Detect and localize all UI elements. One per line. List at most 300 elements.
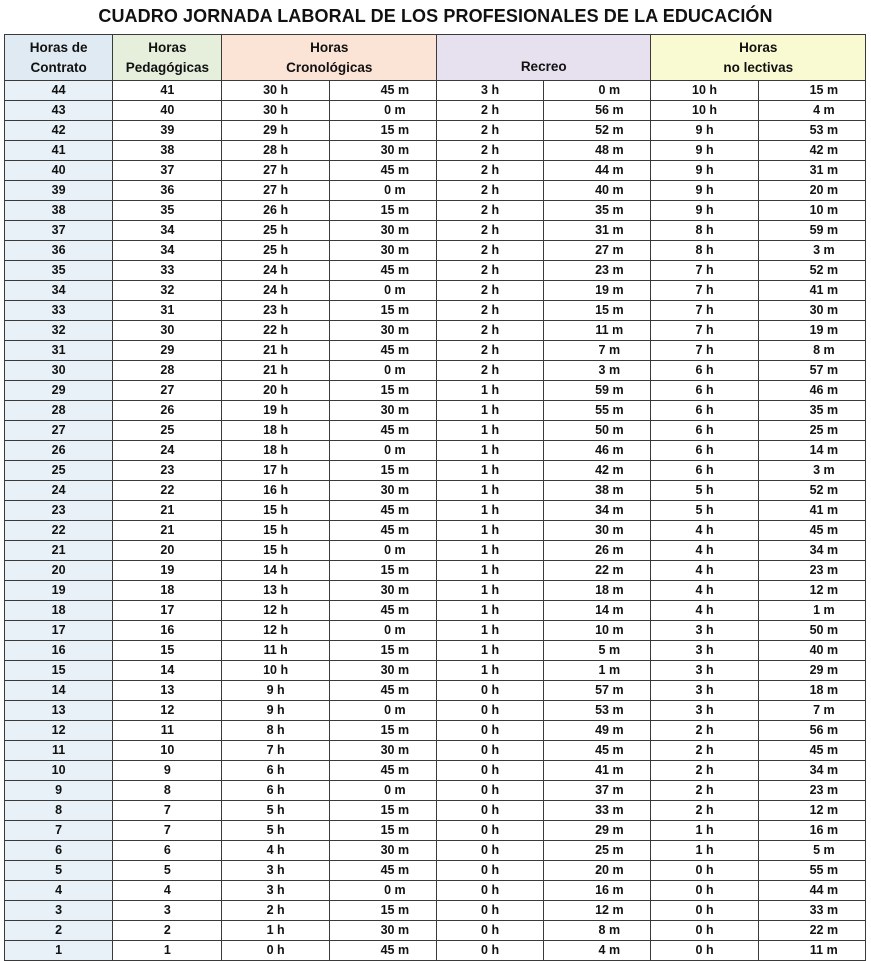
- cell-no-lectivas-minutos: 40 m: [758, 641, 865, 661]
- cell-horas-contrato: 21: [5, 541, 113, 561]
- cell-crono-minutos: 45 m: [329, 521, 436, 541]
- cell-recreo-horas: 1 h: [436, 421, 543, 441]
- cell-recreo-minutos: 25 m: [544, 841, 651, 861]
- header-horas-pedagogicas: [113, 35, 222, 81]
- cell-horas-contrato: 14: [5, 681, 113, 701]
- cell-horas-contrato: 12: [5, 721, 113, 741]
- cell-horas-pedagogicas: 26: [113, 401, 222, 421]
- cell-crono-horas: 8 h: [222, 721, 329, 741]
- cell-no-lectivas-horas: 2 h: [651, 741, 758, 761]
- cell-crono-horas: 30 h: [222, 81, 329, 101]
- cell-recreo-horas: 2 h: [436, 201, 543, 221]
- cell-recreo-horas: 1 h: [436, 401, 543, 421]
- cell-crono-minutos: 45 m: [329, 81, 436, 101]
- table-row: [5, 921, 866, 941]
- cell-horas-contrato: 20: [5, 561, 113, 581]
- cell-recreo-minutos: 44 m: [544, 161, 651, 181]
- table-row: [5, 221, 866, 241]
- cell-no-lectivas-minutos: 35 m: [758, 401, 865, 421]
- cell-horas-contrato: 4: [5, 881, 113, 901]
- cell-crono-horas: 26 h: [222, 201, 329, 221]
- table-row: [5, 541, 866, 561]
- cell-recreo-horas: 1 h: [436, 441, 543, 461]
- cell-no-lectivas-minutos: 15 m: [758, 81, 865, 101]
- cell-horas-contrato: 5: [5, 861, 113, 881]
- cell-crono-horas: 5 h: [222, 821, 329, 841]
- cell-recreo-minutos: 10 m: [544, 621, 651, 641]
- cell-horas-contrato: 2: [5, 921, 113, 941]
- cell-no-lectivas-horas: 0 h: [651, 901, 758, 921]
- cell-recreo-minutos: 1 m: [544, 661, 651, 681]
- cell-crono-minutos: 0 m: [329, 281, 436, 301]
- cell-recreo-horas: 1 h: [436, 521, 543, 541]
- cell-no-lectivas-minutos: 31 m: [758, 161, 865, 181]
- header-horas-no-lectivas: [651, 35, 866, 81]
- cell-crono-horas: 19 h: [222, 401, 329, 421]
- cell-crono-minutos: 30 m: [329, 661, 436, 681]
- cell-recreo-horas: 2 h: [436, 341, 543, 361]
- cell-horas-pedagogicas: 2: [113, 921, 222, 941]
- cell-horas-contrato: 22: [5, 521, 113, 541]
- cell-recreo-horas: 1 h: [436, 501, 543, 521]
- table-row: [5, 421, 866, 441]
- table-row: [5, 881, 866, 901]
- cell-horas-contrato: 9: [5, 781, 113, 801]
- cell-crono-minutos: 45 m: [329, 261, 436, 281]
- cell-crono-minutos: 0 m: [329, 441, 436, 461]
- cell-recreo-minutos: 12 m: [544, 901, 651, 921]
- cell-recreo-minutos: 50 m: [544, 421, 651, 441]
- table-row: [5, 601, 866, 621]
- cell-recreo-horas: 2 h: [436, 121, 543, 141]
- cell-recreo-horas: 0 h: [436, 841, 543, 861]
- table-row: [5, 581, 866, 601]
- cell-horas-contrato: 6: [5, 841, 113, 861]
- cell-no-lectivas-horas: 2 h: [651, 721, 758, 741]
- table-row: [5, 121, 866, 141]
- cell-recreo-minutos: 59 m: [544, 381, 651, 401]
- table-row: [5, 901, 866, 921]
- cell-crono-horas: 1 h: [222, 921, 329, 941]
- cell-horas-contrato: 13: [5, 701, 113, 721]
- cell-no-lectivas-minutos: 10 m: [758, 201, 865, 221]
- cell-horas-contrato: 35: [5, 261, 113, 281]
- table-header: [5, 35, 866, 81]
- table-row: [5, 681, 866, 701]
- cell-no-lectivas-horas: 0 h: [651, 921, 758, 941]
- cell-no-lectivas-minutos: 1 m: [758, 601, 865, 621]
- cell-recreo-horas: 1 h: [436, 661, 543, 681]
- table-row: [5, 161, 866, 181]
- table-row: [5, 401, 866, 421]
- cell-crono-minutos: 30 m: [329, 481, 436, 501]
- cell-horas-pedagogicas: 6: [113, 841, 222, 861]
- cell-no-lectivas-horas: 4 h: [651, 541, 758, 561]
- cell-no-lectivas-minutos: 33 m: [758, 901, 865, 921]
- cell-crono-horas: 15 h: [222, 501, 329, 521]
- table-row: [5, 101, 866, 121]
- cell-no-lectivas-horas: 9 h: [651, 181, 758, 201]
- header-label: Contrato: [30, 59, 87, 75]
- page-title: CUADRO JORNADA LABORAL DE LOS PROFESIONALES DE LA EDUCACIÓN: [98, 6, 773, 26]
- cell-no-lectivas-horas: 7 h: [651, 281, 758, 301]
- cell-no-lectivas-horas: 3 h: [651, 661, 758, 681]
- cell-no-lectivas-horas: 3 h: [651, 681, 758, 701]
- cell-no-lectivas-horas: 10 h: [651, 81, 758, 101]
- cell-crono-minutos: 0 m: [329, 781, 436, 801]
- cell-crono-horas: 27 h: [222, 161, 329, 181]
- cell-no-lectivas-horas: 6 h: [651, 361, 758, 381]
- cell-crono-horas: 18 h: [222, 421, 329, 441]
- cell-horas-pedagogicas: 25: [113, 421, 222, 441]
- cell-crono-minutos: 30 m: [329, 741, 436, 761]
- cell-crono-horas: 30 h: [222, 101, 329, 121]
- table-row: [5, 361, 866, 381]
- cell-horas-pedagogicas: 33: [113, 261, 222, 281]
- cell-horas-pedagogicas: 10: [113, 741, 222, 761]
- cell-horas-pedagogicas: 24: [113, 441, 222, 461]
- cell-horas-pedagogicas: 37: [113, 161, 222, 181]
- cell-recreo-minutos: 20 m: [544, 861, 651, 881]
- cell-no-lectivas-horas: 7 h: [651, 341, 758, 361]
- cell-no-lectivas-horas: 1 h: [651, 821, 758, 841]
- table-row: [5, 341, 866, 361]
- cell-crono-minutos: 15 m: [329, 901, 436, 921]
- header-label: Horas: [310, 39, 349, 55]
- table-row: [5, 781, 866, 801]
- cell-no-lectivas-minutos: 53 m: [758, 121, 865, 141]
- table-row: [5, 761, 866, 781]
- cell-no-lectivas-minutos: 18 m: [758, 681, 865, 701]
- cell-recreo-minutos: 15 m: [544, 301, 651, 321]
- cell-recreo-horas: 1 h: [436, 481, 543, 501]
- cell-no-lectivas-minutos: 56 m: [758, 721, 865, 741]
- cell-recreo-horas: 1 h: [436, 641, 543, 661]
- cell-crono-horas: 12 h: [222, 621, 329, 641]
- cell-crono-minutos: 30 m: [329, 221, 436, 241]
- cell-crono-minutos: 45 m: [329, 941, 436, 961]
- cell-crono-minutos: 30 m: [329, 921, 436, 941]
- table-row: [5, 461, 866, 481]
- table-row: [5, 841, 866, 861]
- cell-recreo-minutos: 53 m: [544, 701, 651, 721]
- cell-no-lectivas-horas: 2 h: [651, 801, 758, 821]
- cell-no-lectivas-minutos: 7 m: [758, 701, 865, 721]
- table-row: [5, 201, 866, 221]
- cell-horas-contrato: 18: [5, 601, 113, 621]
- cell-horas-pedagogicas: 8: [113, 781, 222, 801]
- cell-crono-minutos: 45 m: [329, 501, 436, 521]
- cell-crono-horas: 21 h: [222, 341, 329, 361]
- cell-no-lectivas-horas: 2 h: [651, 781, 758, 801]
- cell-horas-contrato: 27: [5, 421, 113, 441]
- cell-crono-horas: 5 h: [222, 801, 329, 821]
- table-row: [5, 661, 866, 681]
- cell-crono-minutos: 15 m: [329, 561, 436, 581]
- cell-recreo-horas: 2 h: [436, 161, 543, 181]
- cell-crono-minutos: 15 m: [329, 381, 436, 401]
- cell-no-lectivas-minutos: 41 m: [758, 281, 865, 301]
- cell-horas-contrato: 37: [5, 221, 113, 241]
- table-row: [5, 801, 866, 821]
- cell-crono-minutos: 30 m: [329, 581, 436, 601]
- cell-crono-horas: 17 h: [222, 461, 329, 481]
- cell-horas-contrato: 16: [5, 641, 113, 661]
- cell-horas-contrato: 28: [5, 401, 113, 421]
- cell-recreo-minutos: 27 m: [544, 241, 651, 261]
- cell-horas-pedagogicas: 3: [113, 901, 222, 921]
- cell-recreo-horas: 0 h: [436, 781, 543, 801]
- cell-horas-pedagogicas: 39: [113, 121, 222, 141]
- table-row: [5, 821, 866, 841]
- cell-recreo-minutos: 19 m: [544, 281, 651, 301]
- cell-horas-pedagogicas: 1: [113, 941, 222, 961]
- cell-crono-horas: 28 h: [222, 141, 329, 161]
- cell-recreo-minutos: 0 m: [544, 81, 651, 101]
- cell-crono-minutos: 45 m: [329, 861, 436, 881]
- cell-no-lectivas-horas: 6 h: [651, 381, 758, 401]
- cell-crono-minutos: 30 m: [329, 141, 436, 161]
- cell-crono-minutos: 45 m: [329, 421, 436, 441]
- cell-recreo-horas: 1 h: [436, 561, 543, 581]
- cell-crono-minutos: 15 m: [329, 801, 436, 821]
- cell-crono-minutos: 45 m: [329, 161, 436, 181]
- table-row: [5, 381, 866, 401]
- cell-no-lectivas-minutos: 45 m: [758, 521, 865, 541]
- cell-crono-horas: 15 h: [222, 521, 329, 541]
- cell-crono-minutos: 0 m: [329, 101, 436, 121]
- cell-no-lectivas-minutos: 16 m: [758, 821, 865, 841]
- cell-recreo-minutos: 4 m: [544, 941, 651, 961]
- cell-no-lectivas-horas: 8 h: [651, 241, 758, 261]
- table-row: [5, 281, 866, 301]
- cell-no-lectivas-horas: 7 h: [651, 261, 758, 281]
- cell-recreo-horas: 2 h: [436, 141, 543, 161]
- cell-crono-minutos: 15 m: [329, 821, 436, 841]
- table-row: [5, 301, 866, 321]
- cell-crono-horas: 12 h: [222, 601, 329, 621]
- cell-no-lectivas-minutos: 52 m: [758, 481, 865, 501]
- cell-crono-minutos: 15 m: [329, 201, 436, 221]
- table-row: [5, 561, 866, 581]
- cell-recreo-minutos: 29 m: [544, 821, 651, 841]
- cell-horas-pedagogicas: 41: [113, 81, 222, 101]
- cell-horas-pedagogicas: 22: [113, 481, 222, 501]
- cell-recreo-minutos: 18 m: [544, 581, 651, 601]
- cell-recreo-minutos: 8 m: [544, 921, 651, 941]
- cell-recreo-horas: 1 h: [436, 581, 543, 601]
- cell-recreo-horas: 2 h: [436, 301, 543, 321]
- cell-recreo-horas: 0 h: [436, 761, 543, 781]
- cell-crono-horas: 27 h: [222, 181, 329, 201]
- cell-no-lectivas-minutos: 41 m: [758, 501, 865, 521]
- cell-no-lectivas-minutos: 30 m: [758, 301, 865, 321]
- header-label: Horas: [148, 39, 187, 55]
- cell-recreo-minutos: 3 m: [544, 361, 651, 381]
- cell-crono-horas: 10 h: [222, 661, 329, 681]
- cell-crono-horas: 6 h: [222, 761, 329, 781]
- cell-crono-horas: 9 h: [222, 681, 329, 701]
- cell-no-lectivas-horas: 6 h: [651, 461, 758, 481]
- cell-crono-horas: 16 h: [222, 481, 329, 501]
- cell-crono-minutos: 0 m: [329, 621, 436, 641]
- cell-recreo-minutos: 37 m: [544, 781, 651, 801]
- cell-recreo-horas: 0 h: [436, 901, 543, 921]
- header-label: no lectivas: [723, 59, 794, 75]
- cell-horas-contrato: 15: [5, 661, 113, 681]
- cell-horas-pedagogicas: 5: [113, 861, 222, 881]
- header-horas-cronologicas: [222, 35, 436, 81]
- cell-horas-pedagogicas: 32: [113, 281, 222, 301]
- cell-horas-pedagogicas: 30: [113, 321, 222, 341]
- table-row: [5, 321, 866, 341]
- cell-recreo-horas: 0 h: [436, 821, 543, 841]
- cell-crono-minutos: 45 m: [329, 341, 436, 361]
- table-row: [5, 481, 866, 501]
- cell-recreo-horas: 1 h: [436, 381, 543, 401]
- cell-crono-horas: 0 h: [222, 941, 329, 961]
- cell-recreo-minutos: 41 m: [544, 761, 651, 781]
- cell-no-lectivas-minutos: 3 m: [758, 241, 865, 261]
- workday-table: [4, 34, 866, 961]
- cell-no-lectivas-minutos: 20 m: [758, 181, 865, 201]
- table-row: [5, 861, 866, 881]
- cell-horas-contrato: 25: [5, 461, 113, 481]
- cell-crono-horas: 25 h: [222, 241, 329, 261]
- cell-no-lectivas-minutos: 34 m: [758, 541, 865, 561]
- cell-horas-pedagogicas: 16: [113, 621, 222, 641]
- cell-crono-minutos: 15 m: [329, 301, 436, 321]
- cell-horas-contrato: 24: [5, 481, 113, 501]
- cell-crono-horas: 15 h: [222, 541, 329, 561]
- cell-no-lectivas-horas: 9 h: [651, 161, 758, 181]
- header-label: Horas de: [29, 39, 88, 55]
- table-row: [5, 181, 866, 201]
- cell-no-lectivas-minutos: 50 m: [758, 621, 865, 641]
- cell-crono-horas: 23 h: [222, 301, 329, 321]
- cell-horas-pedagogicas: 21: [113, 521, 222, 541]
- cell-no-lectivas-horas: 9 h: [651, 201, 758, 221]
- cell-crono-horas: 6 h: [222, 781, 329, 801]
- cell-recreo-minutos: 34 m: [544, 501, 651, 521]
- cell-recreo-minutos: 46 m: [544, 441, 651, 461]
- cell-recreo-minutos: 55 m: [544, 401, 651, 421]
- cell-recreo-minutos: 57 m: [544, 681, 651, 701]
- cell-no-lectivas-minutos: 11 m: [758, 941, 865, 961]
- cell-crono-horas: 3 h: [222, 861, 329, 881]
- cell-crono-minutos: 30 m: [329, 401, 436, 421]
- table-row: [5, 721, 866, 741]
- cell-recreo-minutos: 31 m: [544, 221, 651, 241]
- table-row: [5, 741, 866, 761]
- cell-no-lectivas-minutos: 3 m: [758, 461, 865, 481]
- cell-no-lectivas-minutos: 42 m: [758, 141, 865, 161]
- cell-no-lectivas-horas: 9 h: [651, 121, 758, 141]
- cell-horas-contrato: 29: [5, 381, 113, 401]
- cell-no-lectivas-minutos: 5 m: [758, 841, 865, 861]
- cell-horas-pedagogicas: 36: [113, 181, 222, 201]
- cell-no-lectivas-horas: 6 h: [651, 441, 758, 461]
- cell-horas-contrato: 19: [5, 581, 113, 601]
- cell-horas-pedagogicas: 14: [113, 661, 222, 681]
- cell-recreo-horas: 0 h: [436, 941, 543, 961]
- cell-horas-contrato: 17: [5, 621, 113, 641]
- cell-horas-contrato: 32: [5, 321, 113, 341]
- cell-horas-pedagogicas: 34: [113, 241, 222, 261]
- cell-no-lectivas-horas: 3 h: [651, 621, 758, 641]
- cell-horas-contrato: 38: [5, 201, 113, 221]
- cell-recreo-horas: 0 h: [436, 801, 543, 821]
- cell-no-lectivas-horas: 5 h: [651, 501, 758, 521]
- cell-horas-contrato: 39: [5, 181, 113, 201]
- header-label: Pedagógicas: [125, 59, 209, 75]
- cell-crono-minutos: 30 m: [329, 321, 436, 341]
- cell-horas-contrato: 7: [5, 821, 113, 841]
- cell-horas-contrato: 10: [5, 761, 113, 781]
- cell-no-lectivas-minutos: 45 m: [758, 741, 865, 761]
- cell-recreo-horas: 1 h: [436, 541, 543, 561]
- cell-horas-pedagogicas: 15: [113, 641, 222, 661]
- cell-no-lectivas-minutos: 29 m: [758, 661, 865, 681]
- cell-recreo-minutos: 45 m: [544, 741, 651, 761]
- cell-horas-contrato: 11: [5, 741, 113, 761]
- cell-horas-contrato: 41: [5, 141, 113, 161]
- table-row: [5, 641, 866, 661]
- header-horas-contrato: [5, 35, 113, 81]
- cell-crono-minutos: 45 m: [329, 761, 436, 781]
- cell-no-lectivas-minutos: 52 m: [758, 261, 865, 281]
- cell-recreo-minutos: 30 m: [544, 521, 651, 541]
- cell-crono-minutos: 30 m: [329, 841, 436, 861]
- cell-crono-horas: 14 h: [222, 561, 329, 581]
- header-label: Horas: [739, 39, 778, 55]
- cell-crono-minutos: 15 m: [329, 641, 436, 661]
- table-row: [5, 501, 866, 521]
- cell-recreo-horas: 0 h: [436, 681, 543, 701]
- cell-recreo-minutos: 42 m: [544, 461, 651, 481]
- cell-no-lectivas-minutos: 8 m: [758, 341, 865, 361]
- cell-crono-minutos: 15 m: [329, 461, 436, 481]
- cell-recreo-horas: 1 h: [436, 461, 543, 481]
- cell-no-lectivas-minutos: 4 m: [758, 101, 865, 121]
- cell-no-lectivas-horas: 3 h: [651, 641, 758, 661]
- header-recreo: [436, 35, 650, 81]
- cell-no-lectivas-minutos: 25 m: [758, 421, 865, 441]
- cell-crono-horas: 11 h: [222, 641, 329, 661]
- cell-crono-minutos: 45 m: [329, 681, 436, 701]
- cell-horas-pedagogicas: 27: [113, 381, 222, 401]
- cell-recreo-minutos: 56 m: [544, 101, 651, 121]
- cell-crono-horas: 3 h: [222, 881, 329, 901]
- cell-recreo-horas: 0 h: [436, 721, 543, 741]
- cell-recreo-minutos: 49 m: [544, 721, 651, 741]
- cell-crono-minutos: 0 m: [329, 181, 436, 201]
- cell-no-lectivas-horas: 6 h: [651, 421, 758, 441]
- cell-recreo-horas: 2 h: [436, 361, 543, 381]
- cell-recreo-horas: 2 h: [436, 221, 543, 241]
- cell-no-lectivas-horas: 3 h: [651, 701, 758, 721]
- cell-horas-contrato: 23: [5, 501, 113, 521]
- cell-crono-horas: 18 h: [222, 441, 329, 461]
- cell-horas-contrato: 8: [5, 801, 113, 821]
- cell-recreo-horas: 2 h: [436, 321, 543, 341]
- cell-horas-pedagogicas: 21: [113, 501, 222, 521]
- cell-crono-horas: 9 h: [222, 701, 329, 721]
- table-row: [5, 941, 866, 961]
- cell-recreo-minutos: 48 m: [544, 141, 651, 161]
- cell-recreo-horas: 1 h: [436, 621, 543, 641]
- cell-horas-pedagogicas: 12: [113, 701, 222, 721]
